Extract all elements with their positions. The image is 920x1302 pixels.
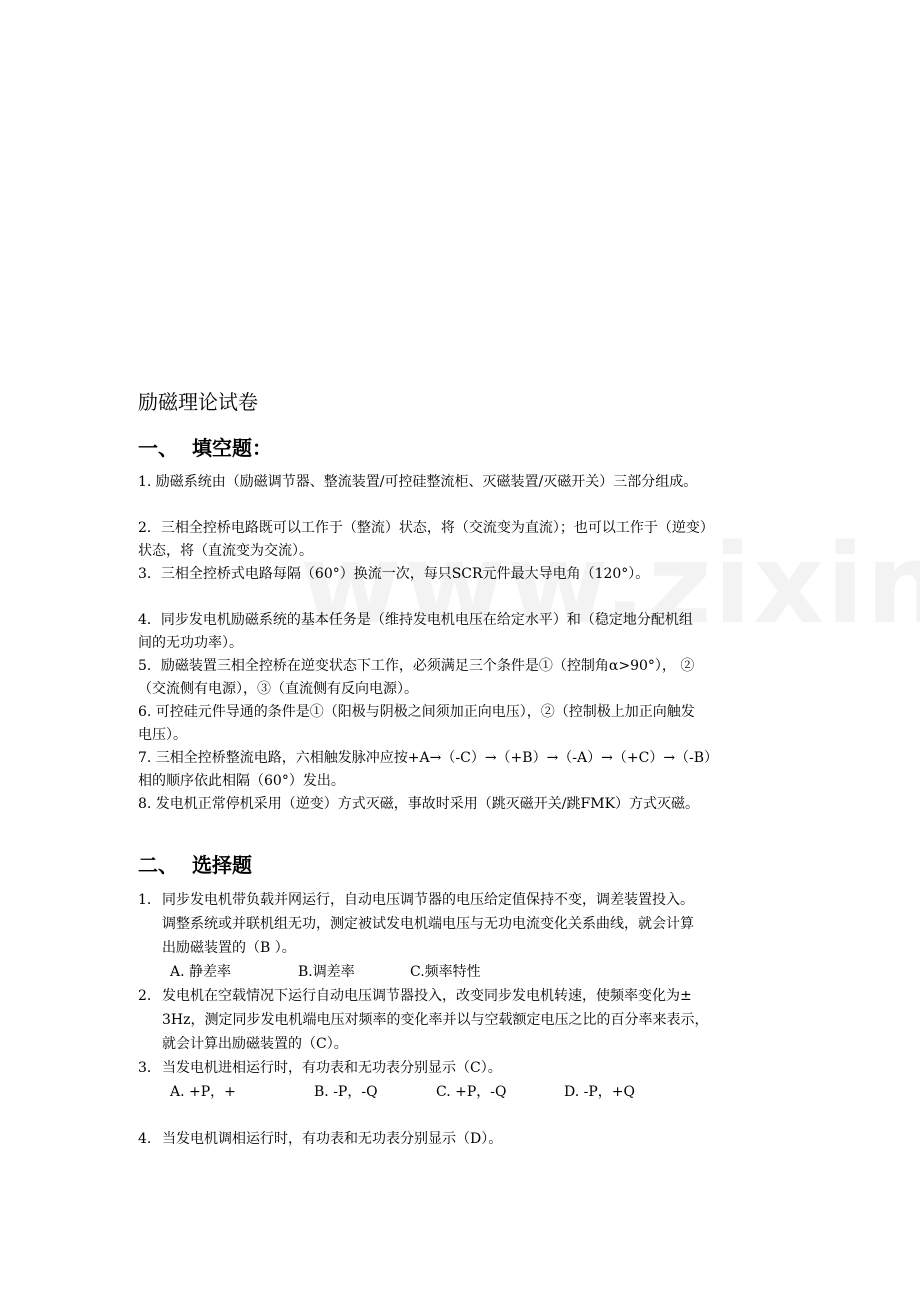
question-line: （交流侧有电源），③（直流侧有反向电源）。 bbox=[138, 681, 418, 697]
question-line: 3Hz，测定同步发电机端电压对频率的变化率并以与空载额定电压之比的百分率来表示， bbox=[162, 1012, 709, 1028]
question-line: 1. 励磁系统由（励磁调节器、整流装置/可控硅整流柜、灭磁装置/灭磁开关）三部分组成。 bbox=[138, 474, 698, 490]
section-heading-fill-blank bbox=[138, 433, 788, 463]
question-line: 发电机在空载情况下运行自动电压调节器投入，改变同步发电机转速，使频率变化为± bbox=[162, 988, 692, 1004]
answer-options bbox=[138, 1080, 788, 1104]
section-heading-multiple-choice bbox=[138, 850, 788, 880]
choice-question-4 bbox=[138, 1127, 788, 1151]
question-line: 电压）。 bbox=[138, 727, 187, 743]
question-line: 8. 发电机正常停机采用（逆变）方式灭磁，事故时采用（跳灭磁开关/跳FMK）方式灭磁。 bbox=[138, 796, 700, 812]
option-c: C. +P，-Q bbox=[436, 1084, 507, 1100]
choice-question-1 bbox=[138, 888, 788, 984]
question-line: 间的无功功率）。 bbox=[138, 635, 243, 651]
question-line: 当发电机进相运行时，有功表和无功表分别显示（C）。 bbox=[162, 1060, 502, 1076]
question-line: 出励磁装置的（B ）。 bbox=[162, 940, 296, 956]
section-number: 一、 bbox=[138, 436, 178, 460]
question-line: 7. 三相全控桥整流电路，六相触发脉冲应按+A→（-C）→（+B）→（-A）→（+C）→（-B） bbox=[138, 750, 719, 766]
question-line: 调整系统或并联机组无功，测定被试发电机端电压与无功电流变化关系曲线，就会计算 bbox=[162, 916, 694, 932]
option-d: D. -P，+Q bbox=[564, 1084, 635, 1100]
page-title: 励磁理论试卷 bbox=[138, 390, 258, 414]
question-line: 当发电机调相运行时，有功表和无功表分别显示（D）。 bbox=[162, 1131, 503, 1147]
question-line: 相的顺序依此相隔（60°）发出。 bbox=[138, 773, 345, 789]
question-line: 同步发电机带负载并网运行，自动电压调节器的电压给定值保持不变，调差装置投入。 bbox=[162, 892, 694, 908]
option-b: B. -P，-Q bbox=[314, 1084, 378, 1100]
choice-question-2 bbox=[138, 984, 788, 1056]
question-line: 2．三相全控桥电路既可以工作于（整流）状态，将（交流变为直流）；也可以工作于（逆变） bbox=[138, 520, 714, 536]
section-number: 二、 bbox=[138, 853, 178, 877]
option-c: C.频率特性 bbox=[410, 964, 481, 980]
question-line: 3．三相全控桥式电路每隔（60°）换流一次，每只SCR元件最大导电角（120°）。 bbox=[138, 566, 650, 582]
answer-options bbox=[138, 960, 788, 984]
question-line: 状态，将（直流变为交流）。 bbox=[138, 543, 313, 559]
question-line: 5．励磁装置三相全控桥在逆变状态下工作，必须满足三个条件是①（控制角α>90°）， ② bbox=[138, 658, 695, 674]
question-line: 6. 可控硅元件导通的条件是①（阳极与阴极之间须加正向电压），②（控制极上加正向触发 bbox=[138, 704, 695, 720]
section-title: 填空题： bbox=[192, 436, 272, 460]
question-number: 1． bbox=[138, 892, 161, 908]
option-a: A. 静差率 bbox=[170, 964, 232, 980]
question-number: 3． bbox=[138, 1060, 161, 1076]
question-line: 就会计算出励磁装置的（C）。 bbox=[162, 1036, 348, 1052]
question-number: 2. bbox=[138, 988, 152, 1004]
option-b: B.调差率 bbox=[298, 964, 355, 980]
document-body bbox=[138, 387, 788, 1151]
choice-question-3 bbox=[138, 1056, 788, 1104]
question-line: 4．同步发电机励磁系统的基本任务是（维持发电机电压在给定水平）和（稳定地分配机组 bbox=[138, 612, 693, 628]
section-title: 选择题 bbox=[192, 853, 252, 877]
question-number: 4. bbox=[138, 1131, 152, 1147]
option-a: A. +P，+ bbox=[170, 1084, 236, 1100]
